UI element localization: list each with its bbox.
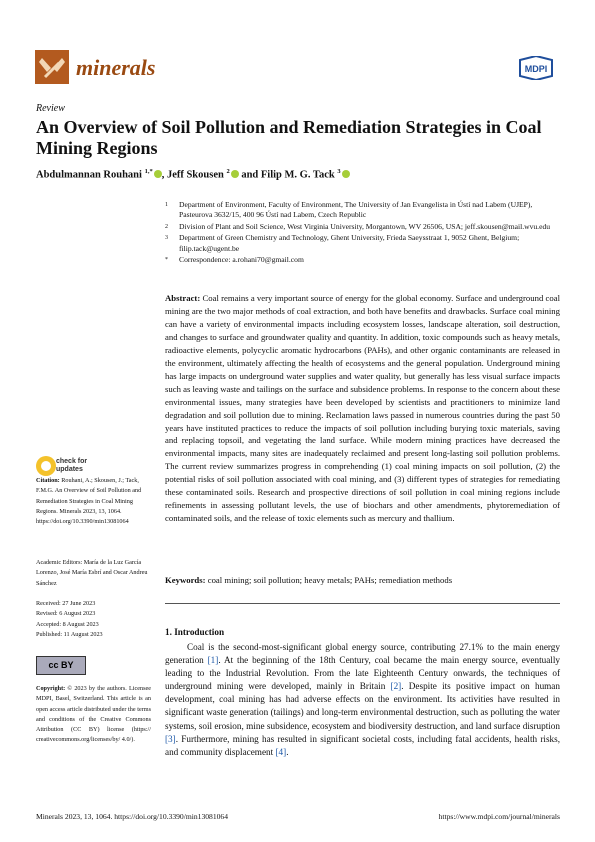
correspondence: * Correspondence: a.rohani70@gmail.com: [165, 255, 304, 265]
affiliations: [165, 200, 560, 266]
check-for-updates-icon[interactable]: [36, 456, 56, 476]
mdpi-logo-icon: [516, 56, 556, 80]
journal-name: minerals: [76, 55, 156, 80]
check-for-updates-label[interactable]: check for updates: [56, 458, 88, 473]
abstract-text: Coal remains a very important source of energy for the global economy. Surface and underground coal mining are the two major methods of coal extraction, and both have benefits and drawbacks. Surface coal mining can have a variety of environmental impacts including ecosystem losses, landscape alteration, soil destruction, and changes to surface and groundwater quality and quantity. In addition, toxic compounds such as heavy metals, radioactive elements, polycyclic aromatic hydrocarbons (PAHs), and other organic contaminants are released in the environment, ultimately affecting the health of ecosystems and the general population. Underground mining has large impacts on underground water supplies and water quality, but generally has less visual surface impacts such as leaving waste and tailings on the surface and subsidence problems. In response to the concern about these environmental issues, many strategies have been developed by scientists and practitioners to minimize land degradation and soil pollution due to mining. Reclamation laws passed in numerous countries during the past 50 years have instituted practices to reduce the impacts of soil pollution including burying toxic materials, saving and replacing topsoil, and vegetating the land surface. While modern mining practices have decreased the environmental impacts, many sites are inadequately reclaimed and present long-lasting soil pollution problems. The current review summarizes progress in comprehending (1) coal mining impacts on soil pollution, (2) the potential risks of soil pollution associated with coal mining, and (3) different types of strategies for remediating these contaminated soils. Research and prospective directions of soil pollution in coal mining regions include refinements in assessing pollutant levels, the use of biochars and other amendments, phytoremediation of contaminated soils, and the release of toxic elements such as mercury and thallium.: [165, 293, 560, 524]
author-sup: 2: [226, 168, 230, 175]
orcid-icon[interactable]: [342, 170, 350, 178]
abstract: [165, 292, 560, 525]
keywords-label: Keywords:: [165, 575, 206, 585]
affiliation-item: 3 Department of Green Chemistry and Technology, Ghent University, Frieda Saeysstraat 1, 9052 Ghent, Belgium; filip.tack@ugent.be: [165, 233, 520, 253]
academic-editors: Academic Editors: María de la Luz García Lorenzo, José María Esbrí and Oscar Andreu Sánchez: [36, 559, 148, 587]
author-name: Filip M. G. Tack: [260, 169, 335, 181]
copyright: Copyright: © 2023 by the authors. Licensee MDPI, Basel, Switzerland. This article is an open access article distributed under the terms and conditions of the Creative Commons Attribution (CC BY) license (https:// creativecommons.org/licenses/by/ 4.0/).: [36, 685, 151, 744]
author-name: Jeff Skousen: [166, 169, 224, 181]
dates: Received: 27 June 2023 Revised: 6 August 2023 Accepted: 8 August 2023 Published: 11 August 2023: [36, 600, 103, 638]
page-title: An Overview of Soil Pollution and Remediation Strategies in Coal Mining Regions: [36, 117, 542, 158]
citation-link[interactable]: [3]: [165, 733, 176, 744]
intro-paragraph: Coal is the second-most-significant global energy source, contributing 27.1% to the main energy generation [1]. At the beginning of the 18th Century, coal became the main energy source, eventually leading to the Industrial Revolution. From the late Eighteenth Century onwards, the techniques of underground mining were developed, mainly in Britain [2]. Despite its positive impact on human development, coal mining has had adverse effects on the environment. Its activities have resulted in significant waste generation (tailings) and long-term environmental destruction, such as polluting the water systems, soil erosion, mine subsidence, ecosystem and biodiversity destruction, and land surface disruption [3]. Furthermore, mining has resulted in significant societal costs, including fatal accidents, health risks, and community displacement [4].: [165, 642, 560, 757]
author-name: Abdulmannan Rouhani: [36, 169, 142, 181]
cc-license-badge[interactable]: cc BY: [36, 656, 86, 675]
footer-citation: Minerals 2023, 13, 1064. https://doi.org/10.3390/min13081064: [36, 812, 229, 821]
citation-link[interactable]: [1]: [207, 655, 219, 666]
citation-link[interactable]: [4]: [275, 746, 287, 757]
keywords-text: coal mining; soil pollution; heavy metals; PAHs; remediation methods: [207, 575, 453, 585]
affiliation-item: 1 Department of Environment, Faculty of Environment, The University of Jan Evangelista in Ústí nad Labem (UJEP), Pasteurova 3632/15, 400 96 Ústí nad Labem, Czech Republic: [165, 200, 533, 220]
author-sup: 3: [337, 168, 341, 175]
citation: Citation: Rouhani, A.; Skousen, J.; Tack, F.M.G. An Overview of Soil Pollution and Remediation Strategies in Coal Mining Regions. Minerals 2023, 13, 1064. https://doi.org/10.3390/min13081064: [36, 477, 142, 526]
article-type: Review: [36, 103, 65, 114]
publisher-name: MDPI: [524, 64, 548, 74]
section-heading: 1. Introduction: [165, 627, 225, 637]
author-sup: 1,*: [144, 168, 153, 175]
orcid-icon[interactable]: [231, 170, 239, 178]
citation-link[interactable]: [2]: [390, 681, 402, 692]
divider: [165, 603, 560, 604]
affiliation-item: 2 Division of Plant and Soil Science, West Virginia University, Morgantown, WV 26506, USA; jeff.skousen@mail.wvu.edu: [165, 221, 551, 231]
orcid-icon[interactable]: [154, 170, 162, 178]
abstract-label: Abstract:: [165, 293, 201, 303]
footer-url[interactable]: https://www.mdpi.com/journal/minerals: [438, 812, 560, 821]
journal-logo-icon: [35, 50, 69, 84]
keywords: [165, 575, 560, 585]
author-list: Abdulmannan Rouhani $^{1,*}$ , Jeff Skousen $^2$ and Filip M. G. Tack $^3$: [36, 168, 350, 181]
